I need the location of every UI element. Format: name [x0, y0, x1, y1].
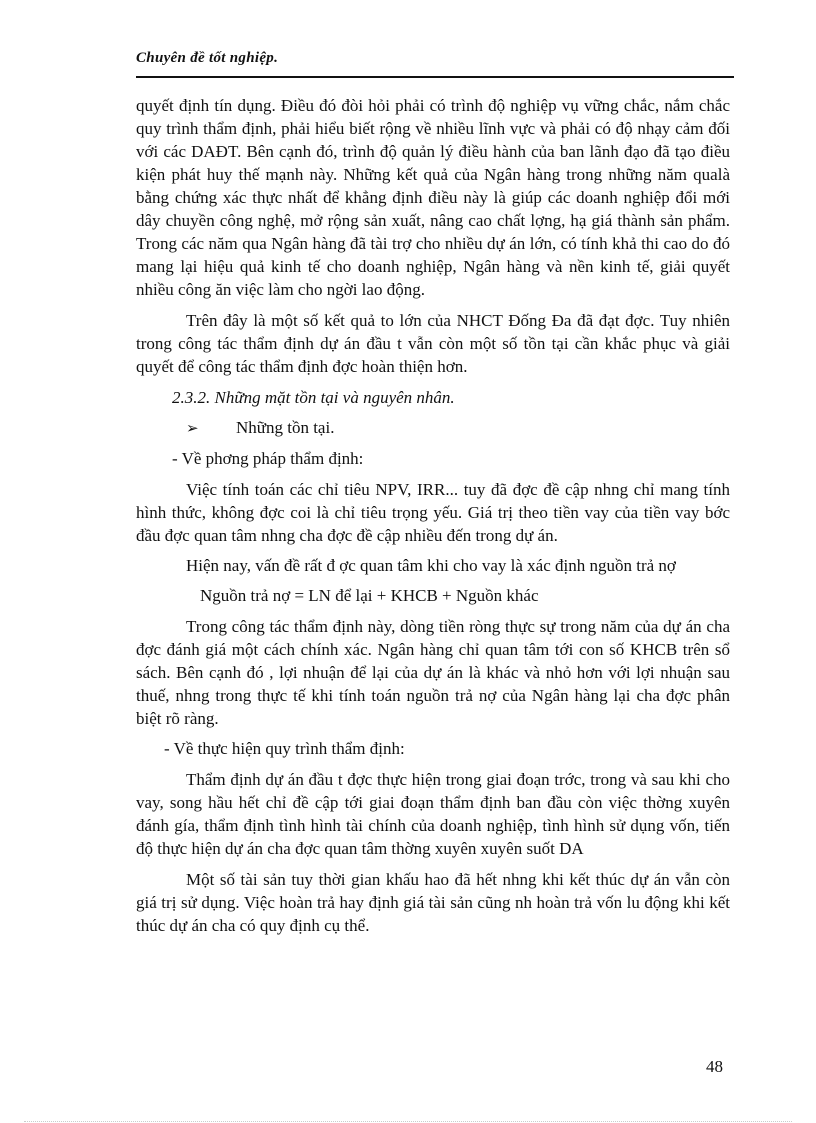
paragraph-cash-flow: Trong công tác thẩm định này, dòng tiền ròng thực sự trong năm của dự án cha đợc đánh giá một cách chính xác. Ngân hàng chỉ quan tâm tới con số KHCB trên sổ sách. Bên cạnh đó , lợi nhuận để lại của dự án là khác và nhỏ hơn với lợi nhuận sau thuế, nhng trong thực tế khi tính toán nguồn trả nợ của Ngân hàng lại cha đợc phân biệt rõ ràng. [136, 617, 730, 728]
paragraph-indicators: Việc tính toán các chỉ tiêu NPV, IRR... tuy đã đợc đề cập nhng chỉ mang tính hình thức, không đợc coi là chỉ tiêu trọng yếu. Giá trị theo tiền vay của tiền vay bớc đầu đợc quan tâm nhng cha đợc đề cập nhiều đến trong dự án. [136, 480, 730, 545]
paragraph-debt-source: Hiện nay, vấn đề rất đ ợc quan tâm khi cho vay là xác định nguồn trả nợ [186, 556, 676, 575]
paragraph-procedure: Thẩm định dự án đầu t đợc thực hiện trong giai đoạn trớc, trong và sau khi cho vay, song hầu hết chỉ đề cập tới giai đoạn thẩm định ban đầu còn việc thờng xuyên đánh gía, thẩm định tình hình tài chính của doanh nghiệp, tình hình sử dụng vốn, tiến độ thực hiện dự án cha đợc quan tâm thờng xuyên xuyên suốt DA [136, 770, 730, 858]
subheading-method: - Về phơng pháp thẩm định: [172, 449, 364, 468]
arrow-bullet-icon: ➢ [186, 419, 199, 437]
bullet-label: Những tồn tại. [236, 418, 335, 437]
document-header: Chuyên đề tốt nghiệp. [136, 50, 279, 66]
document-body [136, 94, 730, 937]
footer-divider [24, 1121, 792, 1122]
section-heading: 2.3.2. Những mặt tồn tại và nguyên nhân. [172, 388, 455, 407]
subheading-procedure: - Về thực hiện quy trình thẩm định: [164, 739, 405, 758]
paragraph-continuation: quyết định tín dụng. Điều đó đòi hỏi phải có trình độ nghiệp vụ vững chắc, nắm chắc quy trình thẩm định, phải hiểu biết rộng về nhiều lĩnh vực và phải có độ nhạy cảm đối với các DAĐT. Bên cạnh đó, trình độ quản lý điều hành của ban lãnh đạo đã tạo điều kiện phát huy thế mạnh này. Những kết quả của Ngân hàng trong những năm qualà bằng chứng xác thực nhất để khẳng định điều này là giúp các doanh nghiệp đổi mới dây chuyền công nghệ, mở rộng sản xuất, nâng cao chất lợng, hạ giá thành sản phẩm. Trong các năm qua Ngân hàng đã tài trợ cho nhiều dự án lớn, có tính khả thi cao do đó mang lại hiệu quả kinh tế cho doanh nghiệp, Ngân hàng và nền kinh tế, giải quyết nhiều công ăn việc làm cho ngời lao động. [136, 96, 730, 299]
paragraph-assets: Một số tài sản tuy thời gian khấu hao đã hết nhng khi kết thúc dự án vẫn còn giá trị sử dụng. Việc hoàn trả hay định giá tài sản cũng nh hoàn trả vốn lu động khi kết thúc dự án cha có quy định cụ thể. [136, 870, 730, 935]
header-divider [136, 76, 734, 78]
paragraph-results-summary: Trên đây là một số kết quả to lớn của NHCT Đống Đa đã đạt đợc. Tuy nhiên trong công tác thẩm định dự án đầu t vẫn còn một số tồn tại cần khắc phục và giải quyết để công tác thẩm định đợc hoàn thiện hơn. [136, 311, 730, 376]
page-number: 48 [706, 1057, 723, 1076]
bullet-item [136, 416, 730, 440]
formula-line: Nguồn trả nợ = LN để lại + KHCB + Nguồn khác [200, 586, 539, 605]
